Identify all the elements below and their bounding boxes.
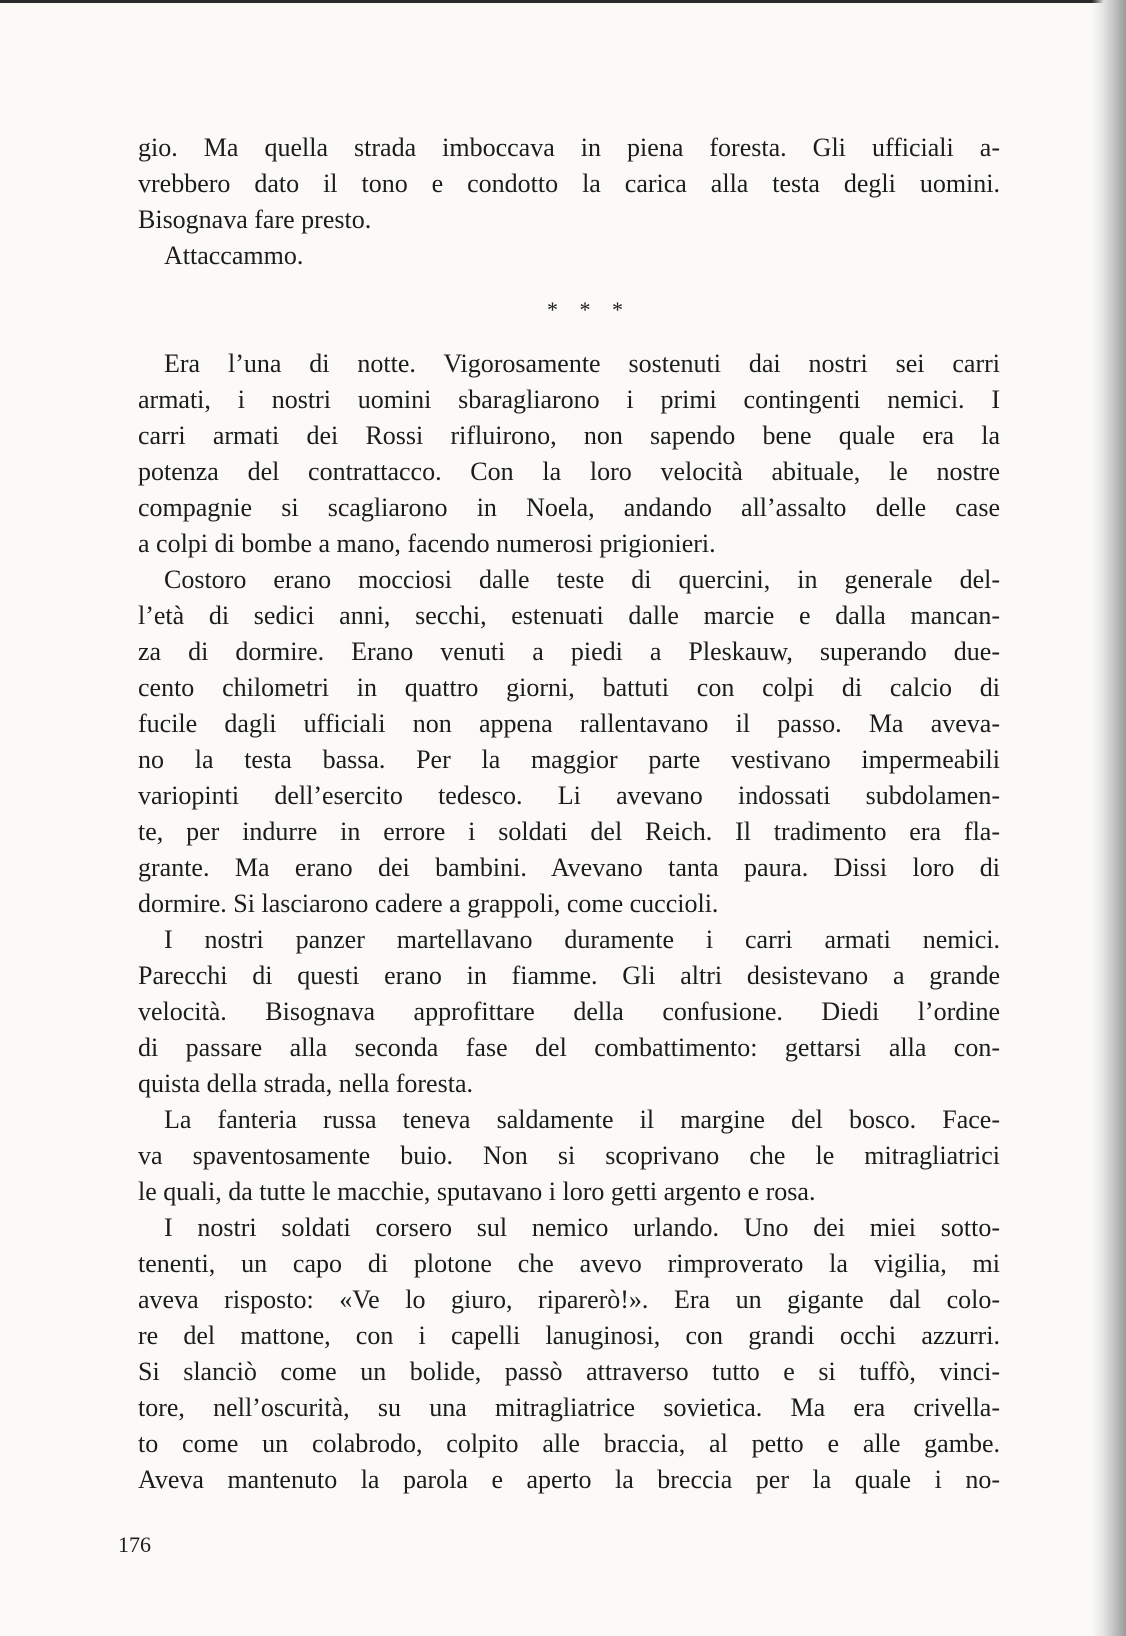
- text-line: Aveva mantenuto la parola e aperto la breccia per la quale i no-: [138, 1465, 1000, 1494]
- text-line: Costoro erano mocciosi dalle teste di quercini, in generale del-: [164, 565, 1000, 594]
- text-line: to come un colabrodo, colpito alle braccia, al petto e alle gambe.: [138, 1429, 1000, 1458]
- text-line: velocità. Bisognava approfittare della confusione. Diedi l’ordine: [138, 997, 1000, 1026]
- text-line: va spaventosamente buio. Non si scoprivano che le mitragliatrici: [138, 1141, 1000, 1170]
- text-line: di passare alla seconda fase del combattimento: gettarsi alla con-: [138, 1033, 1000, 1062]
- text-line: variopinti dell’esercito tedesco. Li avevano indossati subdolamen-: [138, 781, 1000, 810]
- text-line: Bisognava fare presto.: [138, 205, 372, 234]
- text-line: a colpi di bombe a mano, facendo numerosi prigionieri.: [138, 529, 716, 558]
- text-line: tenenti, un capo di plotone che avevo rimproverato la vigilia, mi: [138, 1249, 1000, 1278]
- text-line: dormire. Si lasciarono cadere a grappoli, come cuccioli.: [138, 889, 719, 918]
- text-line: aveva risposto: «Ve lo giuro, riparerò!». Era un gigante dal colo-: [138, 1285, 1000, 1314]
- text-line: armati, i nostri uomini sbaragliarono i primi contingenti nemici. I: [138, 385, 1000, 414]
- text-line: Si slanciò come un bolide, passò attraverso tutto e si tuffò, vinci-: [138, 1357, 1000, 1386]
- text-line: I nostri panzer martellavano duramente i carri armati nemici.: [164, 925, 1000, 954]
- text-line: Parecchi di questi erano in fiamme. Gli altri desistevano a grande: [138, 961, 1000, 990]
- text-line: quista della strada, nella foresta.: [138, 1069, 473, 1098]
- text-line: Era l’una di notte. Vigorosamente sostenuti dai nostri sei carri: [164, 349, 1000, 378]
- text-line: potenza del contrattacco. Con la loro velocità abituale, le nostre: [138, 457, 1000, 486]
- text-line: gio. Ma quella strada imboccava in piena foresta. Gli ufficiali a-: [138, 133, 1000, 162]
- text-line: fucile dagli ufficiali non appena rallentavano il passo. Ma aveva-: [138, 709, 1000, 738]
- section-separator: * * *: [547, 297, 631, 322]
- text-line: vrebbero dato il tono e condotto la carica alla testa degli uomini.: [138, 169, 1000, 198]
- text-line: le quali, da tutte le macchie, sputavano i loro getti argento e rosa.: [138, 1177, 816, 1206]
- text-line: compagnie si scagliarono in Noela, andando all’assalto delle case: [138, 493, 1000, 522]
- text-line: grante. Ma erano dei bambini. Avevano tanta paura. Dissi loro di: [138, 853, 1000, 882]
- text-section-before-break: [138, 130, 1000, 274]
- text-line: re del mattone, con i capelli lanuginosi, con grandi occhi azzurri.: [138, 1321, 1000, 1350]
- text-line: Attaccammo.: [164, 241, 304, 270]
- text-line: l’età di sedici anni, secchi, estenuati dalle marcie e dalla mancan-: [138, 601, 1000, 630]
- page-number: 176: [118, 1532, 151, 1557]
- top-edge-rule: [0, 0, 1126, 3]
- text-line: za di dormire. Erano venuti a piedi a Pleskauw, superando due-: [138, 637, 1000, 666]
- text-line: no la testa bassa. Per la maggior parte vestivano impermeabili: [138, 745, 1000, 774]
- spine-shadow: [1092, 0, 1126, 1636]
- body-text: [138, 130, 1000, 1498]
- text-line: tore, nell’oscurità, su una mitragliatrice sovietica. Ma era crivella-: [138, 1393, 1000, 1422]
- text-line: carri armati dei Rossi rifluirono, non sapendo bene quale era la: [138, 421, 1000, 450]
- text-line: I nostri soldati corsero sul nemico urlando. Uno dei miei sotto-: [164, 1213, 1000, 1242]
- text-line: te, per indurre in errore i soldati del Reich. Il tradimento era fla-: [138, 817, 1000, 846]
- text-line: La fanteria russa teneva saldamente il margine del bosco. Face-: [164, 1105, 1000, 1134]
- text-section-after-break: [138, 346, 1000, 1498]
- text-line: cento chilometri in quattro giorni, battuti con colpi di calcio di: [138, 673, 1000, 702]
